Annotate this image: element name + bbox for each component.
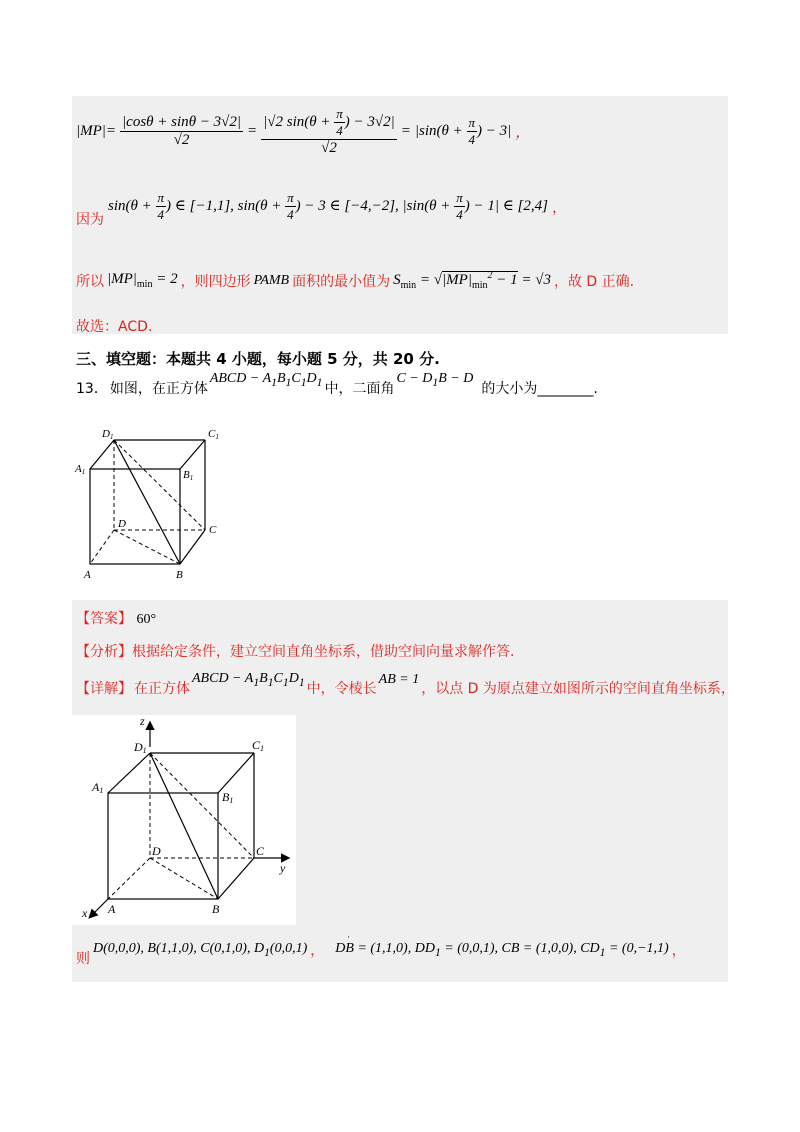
label2-a: A: [108, 902, 116, 916]
answer-line: 【答案】 60°: [76, 611, 157, 627]
label2-a1: A1: [92, 780, 104, 795]
axis-x-label: x: [82, 906, 88, 920]
label-b: B: [176, 569, 183, 581]
label-b1: B1: [183, 469, 194, 482]
analysis-line: 【分析】根据给定条件，建立空间直角坐标系，借助空间向量求解作答.: [76, 644, 515, 660]
axis-z-label: z: [140, 715, 145, 728]
detail-line: 【详解】 在正方体 ABCD − $A_1B_1C_1D_1$ 中，令棱长 AB = 1 ，以点 D 为原点建立如图所示的空间直角坐标系，: [76, 671, 735, 697]
label-c1: C1: [208, 428, 219, 441]
label2-b: B: [212, 902, 220, 916]
label2-c: C: [256, 844, 265, 858]
coordinate-cube-figure: [72, 715, 296, 925]
label-a1: A1: [75, 463, 86, 476]
solution-line-range: 因为 sin(θ + $\frac{\pi}{4}$ ) ∈ [−1,1], sin(θ + $\frac{\pi}{4}$ ) − 3 ∈ [−4,−2], |sin(θ + $\frac{\pi}{4}$ ) − 1| ∈ [2,4] ，: [76, 190, 567, 228]
axis-y-label: y: [280, 861, 286, 875]
cube-figure: [72, 425, 232, 585]
solution-line-conclusion: 所以 $|MP|_{min} = 2$ ，则四边形 PAMB 面积的最小值为 $S_{min} = √|MP|_{min}^2 - 1 = √3$ ，故 D 正确.: [76, 270, 635, 291]
label2-c1: C1: [252, 738, 265, 753]
solution-line-mp-formula: |MP|= $\frac{|\cos\theta + \sin\theta - 3√2|}{√2}$ = |√2 sin(θ + $\frac{\pi}{4}$ ) − 3√2| √2 = |sin(θ + $\frac{\pi}{4}$ ) − 3| ，: [76, 106, 531, 156]
label2-b1: B1: [222, 790, 234, 805]
label-d: D: [118, 518, 126, 530]
label2-d: D: [152, 844, 161, 858]
label-d1: D1: [102, 428, 114, 441]
label-c: C: [209, 524, 217, 536]
label2-d1: D1: [134, 740, 147, 755]
solution-choice: 故选：ACD.: [76, 319, 153, 335]
section-title: 三、填空题：本题共 4 小题，每小题 5 分，共 20 分.: [76, 350, 440, 368]
question-13: 13． 如图，在正方体 ABCD − $A_1B_1C_1D_1$ 中，二面角 $C - D_1B - D$ 的大小为________.: [76, 371, 598, 397]
final-coordinates-line: 则 D(0,0,0), B(1,1,0), C(0,1,0), $D_1(0,0,1)$ ， DB · = (1,1,0), $DD_1 = (0,0,1)$, CB = (1,0,0), $CD_1 = (0,-1,1)$ ，: [76, 932, 686, 967]
label-a: A: [84, 569, 91, 581]
